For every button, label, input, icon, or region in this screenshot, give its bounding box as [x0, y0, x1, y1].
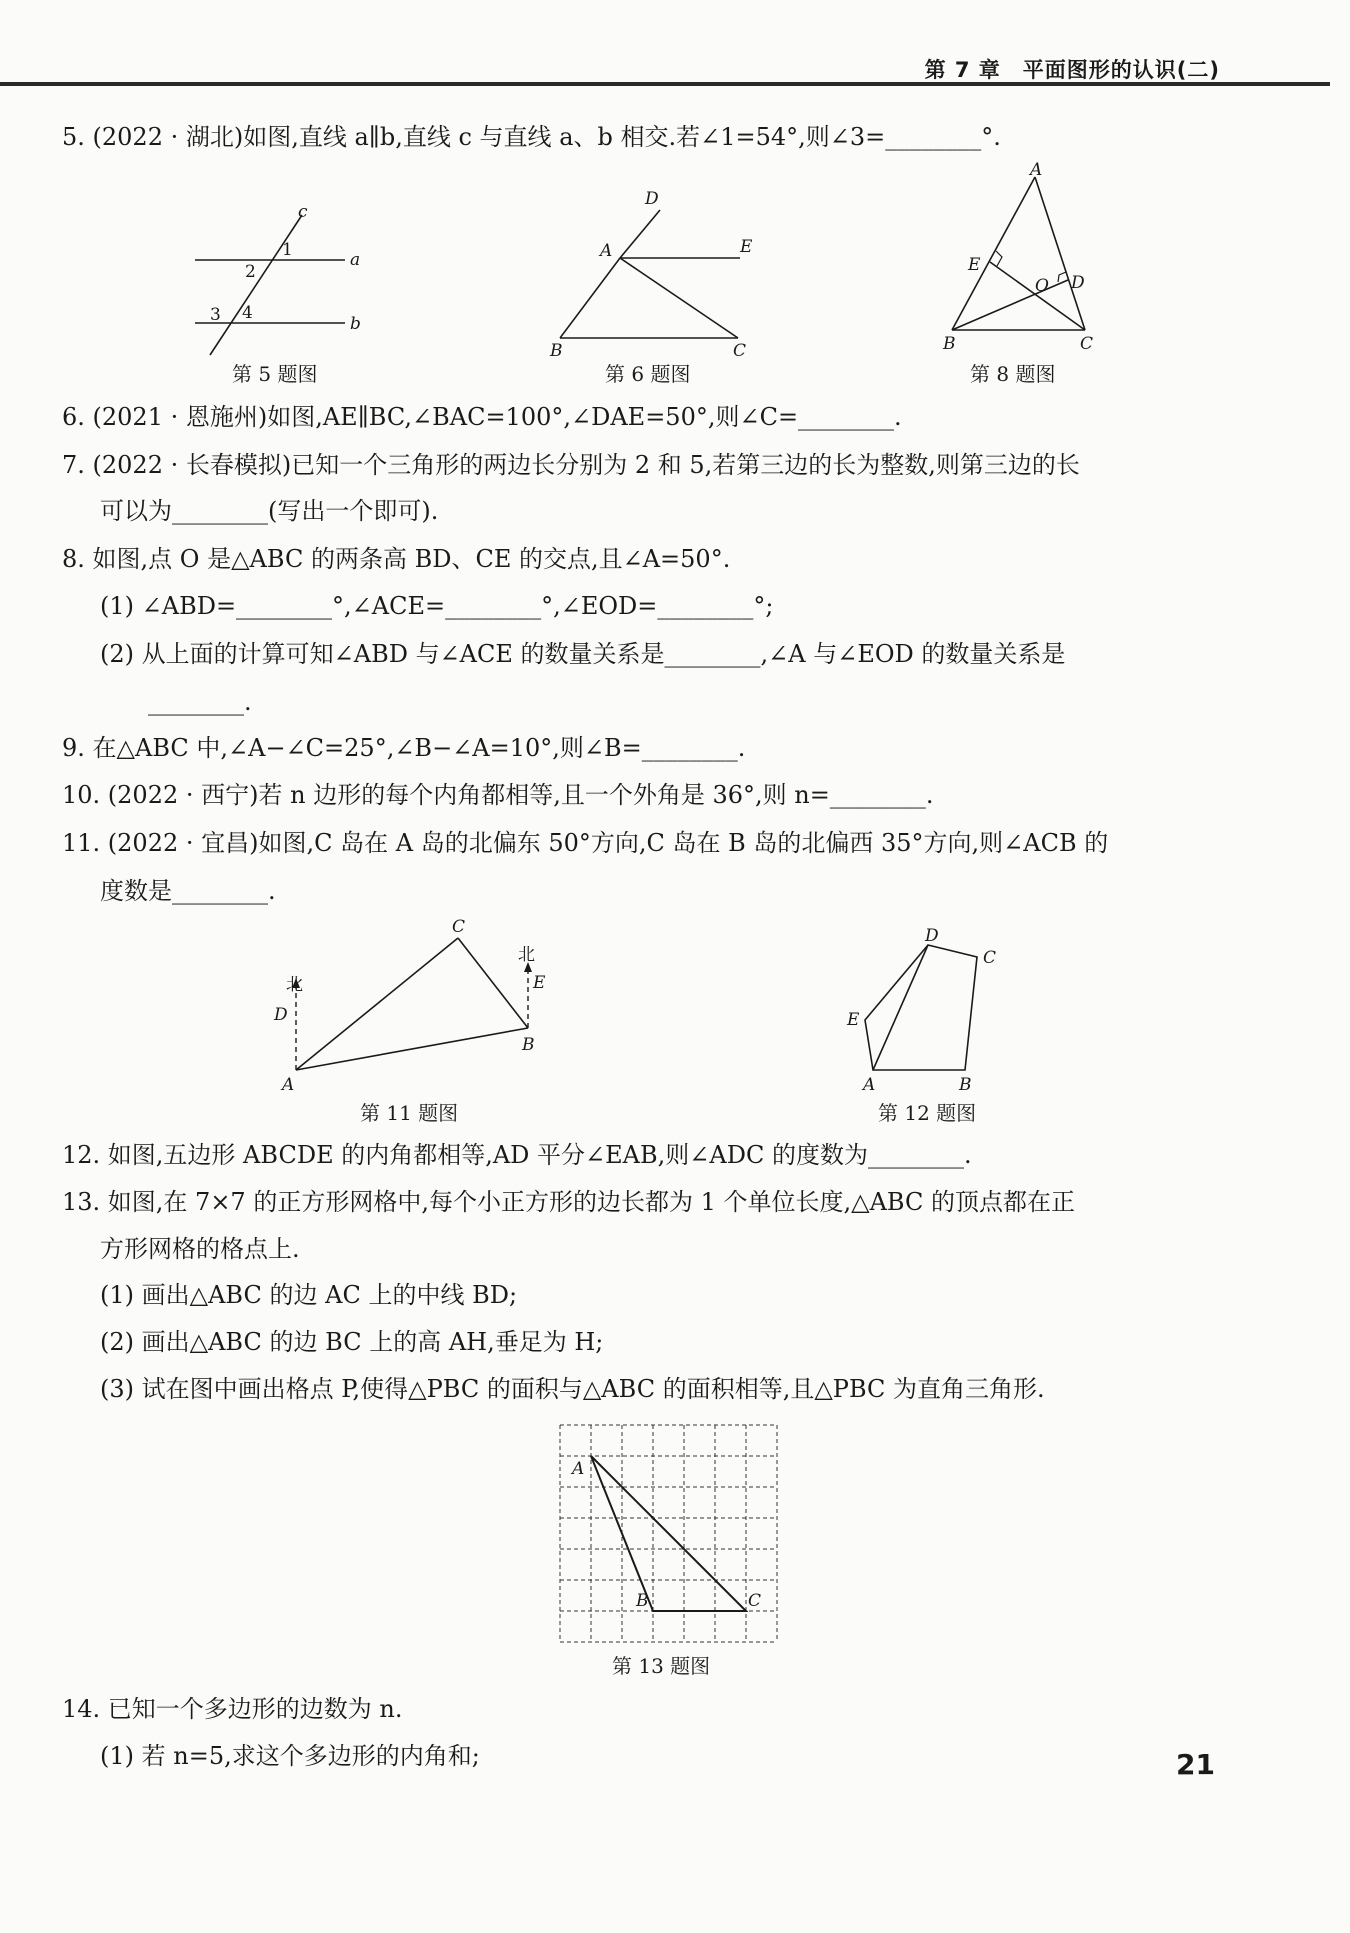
question-8-part-1: (1) ∠ABD=________°,∠ACE=________°,∠EOD=________°;	[100, 592, 774, 620]
fig8-label-C: C	[1080, 334, 1094, 354]
question-13-part-3: (3) 试在图中画出格点 P,使得△PBC 的面积与△ABC 的面积相等,且△PBC 为直角三角形.	[100, 1375, 1045, 1403]
fig6-label-B: B	[550, 341, 563, 361]
fig13-label-C: C	[748, 1591, 762, 1611]
fig5-label-4: 4	[242, 303, 253, 323]
fig11-label-D: D	[274, 1005, 288, 1025]
fig11-label-A: A	[282, 1075, 295, 1095]
fig11-label-C: C	[452, 917, 466, 937]
fig8-label-D: D	[1071, 273, 1085, 293]
question-8-part-2-line-1: (2) 从上面的计算可知∠ABD 与∠ACE 的数量关系是________,∠A 与∠EOD 的数量关系是	[100, 640, 1066, 668]
page-header	[0, 48, 1330, 86]
figure-13-grid	[558, 1423, 783, 1648]
fig11-north-label-right: 北	[518, 945, 535, 965]
question-8: 8. 如图,点 O 是△ABC 的两条高 BD、CE 的交点,且∠A=50°.	[62, 545, 731, 573]
fig5-label-1: 1	[282, 240, 293, 260]
fig13-triangle-ABC	[591, 1456, 746, 1611]
fig6-label-E: E	[740, 237, 753, 257]
fig12-label-E: E	[847, 1010, 860, 1030]
caption-fig6: 第 6 题图	[605, 362, 691, 386]
fig8-label-A: A	[1030, 160, 1043, 180]
fig8-label-B: B	[943, 334, 956, 354]
caption-fig5: 第 5 题图	[232, 362, 318, 386]
fig8-label-E: E	[968, 255, 981, 275]
chapter-title: 第 7 章 平面图形的认识(二)	[924, 58, 1220, 82]
question-13-line-1: 13. 如图,在 7×7 的正方形网格中,每个小正方形的边长都为 1 个单位长度,△ABC 的顶点都在正	[62, 1188, 1075, 1216]
fig5-label-2: 2	[245, 262, 256, 282]
question-11-line-2: 度数是________.	[100, 877, 276, 905]
page-number: 21	[1176, 1748, 1215, 1781]
figure-12-pentagon	[845, 915, 1025, 1095]
fig6-label-A: A	[600, 241, 613, 261]
question-6: 6. (2021 · 恩施州)如图,AE∥BC,∠BAC=100°,∠DAE=50°,则∠C=________.	[62, 403, 902, 431]
question-10: 10. (2022 · 西宁)若 n 边形的每个内角都相等,且一个外角是 36°,则 n=________.	[62, 781, 934, 809]
fig5-label-3: 3	[210, 305, 221, 325]
question-5: 5. (2022 · 湖北)如图,直线 a∥b,直线 c 与直线 a、b 相交.若∠1=54°,则∠3=________°.	[62, 123, 1001, 151]
question-8-part-2-line-2: ________.	[148, 688, 252, 716]
fig12-label-D: D	[925, 926, 939, 946]
fig6-label-D: D	[645, 189, 659, 209]
question-13-part-1: (1) 画出△ABC 的边 AC 上的中线 BD;	[100, 1281, 518, 1309]
question-7-line-1: 7. (2022 · 长春模拟)已知一个三角形的两边长分别为 2 和 5,若第三边的长为整数,则第三边的长	[62, 451, 1080, 479]
fig13-label-A: A	[572, 1459, 585, 1479]
question-13-line-2: 方形网格的格点上.	[100, 1235, 300, 1263]
figure-6-triangle	[550, 189, 770, 361]
caption-fig8: 第 8 题图	[970, 362, 1056, 386]
question-11-line-1: 11. (2022 · 宜昌)如图,C 岛在 A 岛的北偏东 50°方向,C 岛在 B 岛的北偏西 35°方向,则∠ACB 的	[62, 829, 1109, 857]
fig8-label-O: O	[1035, 276, 1049, 296]
figure-8-triangle-altitudes	[940, 160, 1094, 355]
question-13-part-2: (2) 画出△ABC 的边 BC 上的高 AH,垂足为 H;	[100, 1328, 604, 1356]
caption-fig13: 第 13 题图	[612, 1654, 711, 1678]
question-12: 12. 如图,五边形 ABCDE 的内角都相等,AD 平分∠EAB,则∠ADC 的度数为________.	[62, 1141, 972, 1169]
fig12-label-C: C	[983, 948, 997, 968]
fig5-label-c: c	[298, 202, 308, 222]
question-9: 9. 在△ABC 中,∠A−∠C=25°,∠B−∠A=10°,则∠B=________.	[62, 734, 746, 762]
fig11-north-label-left: 北	[286, 975, 303, 995]
figure-5-parallel-lines	[190, 202, 370, 345]
question-7-line-2: 可以为________(写出一个即可).	[100, 497, 439, 525]
caption-fig11: 第 11 题图	[360, 1101, 459, 1125]
fig12-label-B: B	[959, 1075, 972, 1095]
fig11-label-E: E	[533, 973, 546, 993]
fig12-label-A: A	[863, 1075, 876, 1095]
figure-11-islands-bearing	[270, 910, 570, 1095]
caption-fig12: 第 12 题图	[878, 1101, 977, 1125]
question-14: 14. 已知一个多边形的边数为 n.	[62, 1695, 403, 1723]
fig6-label-C: C	[733, 341, 747, 361]
fig5-label-b: b	[350, 314, 361, 334]
fig13-label-B: B	[636, 1591, 649, 1611]
fig5-label-a: a	[350, 250, 361, 270]
fig11-label-B: B	[522, 1035, 535, 1055]
question-14-part-1: (1) 若 n=5,求这个多边形的内角和;	[100, 1742, 480, 1770]
